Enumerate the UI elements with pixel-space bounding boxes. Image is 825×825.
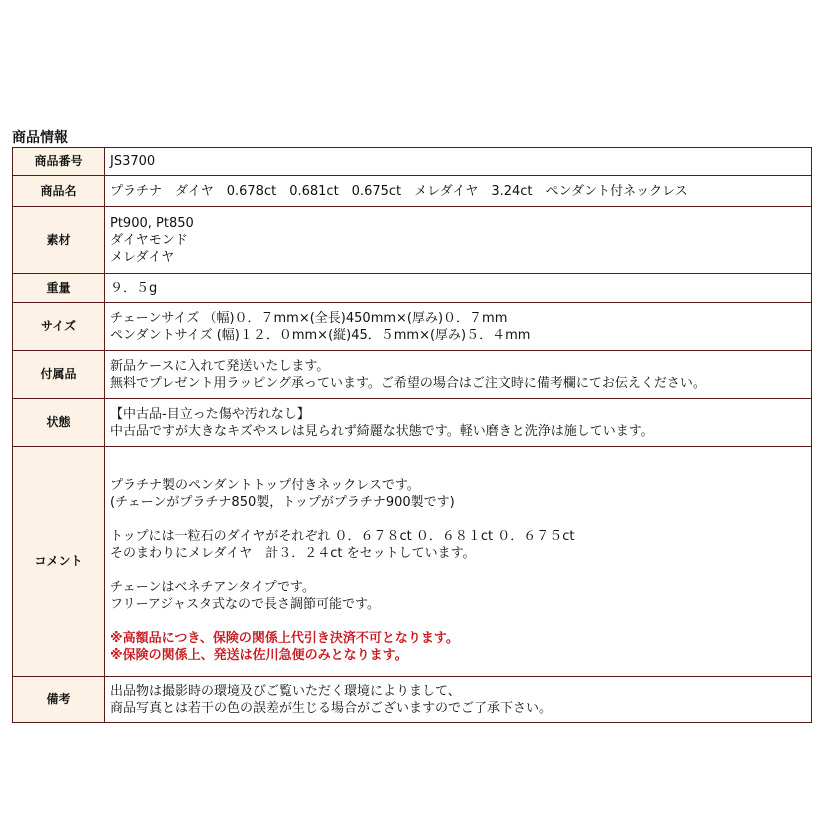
value-line: メレダイヤ: [110, 249, 175, 265]
value-line: Pt900, Pt850: [110, 215, 194, 231]
value-line: ペンダントサイズ (幅)１２．０mm×(縦)45．５mm×(厚み)５．４mm: [110, 327, 531, 343]
value-line: トップには一粒石のダイヤがそれぞれ ０．６７８ct ０．６８１ct ０．６７５ct: [110, 528, 575, 544]
value-line: ９．５g: [110, 280, 158, 296]
row-label: 付属品: [13, 351, 105, 399]
table-row: [13, 399, 812, 447]
value-line: 中古品ですが大きなキズやスレは見られず綺麗な状態です。軽い磨きと洗浄は施しています。: [110, 423, 654, 439]
row-value: [105, 148, 812, 176]
row-value: [105, 207, 812, 274]
value-line: 無料でプレゼント用ラッピング承っています。ご希望の場合はご注文時に備考欄にてお伝えください。: [110, 375, 706, 391]
row-value: [105, 303, 812, 351]
row-label: 状態: [13, 399, 105, 447]
table-row: [13, 274, 812, 303]
table-row: [13, 148, 812, 176]
row-label: 素材: [13, 207, 105, 274]
value-line: [110, 562, 806, 579]
row-label: 重量: [13, 274, 105, 303]
value-line: チェーンサイズ （幅)０．７mm×(全長)450mm×(厚み)０．７mm: [110, 310, 508, 326]
table-row: [13, 207, 812, 274]
table-row: [13, 351, 812, 399]
row-label: コメント: [13, 447, 105, 677]
value-line: ダイヤモンド: [110, 232, 188, 248]
row-value: [105, 399, 812, 447]
row-value: [105, 351, 812, 399]
value-line: そのまわりにメレダイヤ 計３．２４ct をセットしています。: [110, 545, 476, 561]
table-row: [13, 677, 812, 723]
table-row: [13, 176, 812, 207]
row-label: サイズ: [13, 303, 105, 351]
value-line: 商品写真とは若干の色の誤差が生じる場合がございますのでご了承下さい。: [110, 700, 553, 716]
row-value: [105, 677, 812, 723]
row-value: [105, 274, 812, 303]
row-label: 商品番号: [13, 148, 105, 176]
product-info-table: [12, 147, 812, 723]
value-line: [110, 613, 806, 630]
value-line: プラチナ ダイヤ 0.678ct 0.681ct 0.675ct メレダイヤ 3.24ct ペンダント付ネックレス: [110, 183, 688, 199]
value-line: 新品ケースに入れて発送いたします。: [110, 358, 330, 374]
row-label: 備考: [13, 677, 105, 723]
value-line: プラチナ製のペンダントトップ付きネックレスです。: [110, 477, 420, 493]
warning-note: ※高額品につき、保険の関係上代引き決済不可となります。: [110, 630, 459, 646]
table-row: [13, 303, 812, 351]
value-line: 【中古品-目立った傷や汚れなし】: [110, 406, 310, 422]
value-line: 出品物は撮影時の環境及びご覧いただく環境によりまして、: [110, 683, 461, 699]
row-label: 商品名: [13, 176, 105, 207]
warning-note: ※保険の関係上、発送は佐川急便のみとなります。: [110, 647, 408, 663]
value-line: フリーアジャスタ式なので長さ調節可能です。: [110, 596, 381, 612]
value-line: [110, 460, 806, 477]
value-line: チェーンはベネチアンタイプです。: [110, 579, 316, 595]
value-line: (チェーンがプラチナ850製，トップがプラチナ900製です): [110, 494, 455, 510]
table-row: [13, 447, 812, 677]
row-value: [105, 176, 812, 207]
value-line: [110, 511, 806, 528]
row-value: [105, 447, 812, 677]
value-line: JS3700: [110, 154, 156, 169]
section-title: 商品情報: [12, 130, 68, 146]
